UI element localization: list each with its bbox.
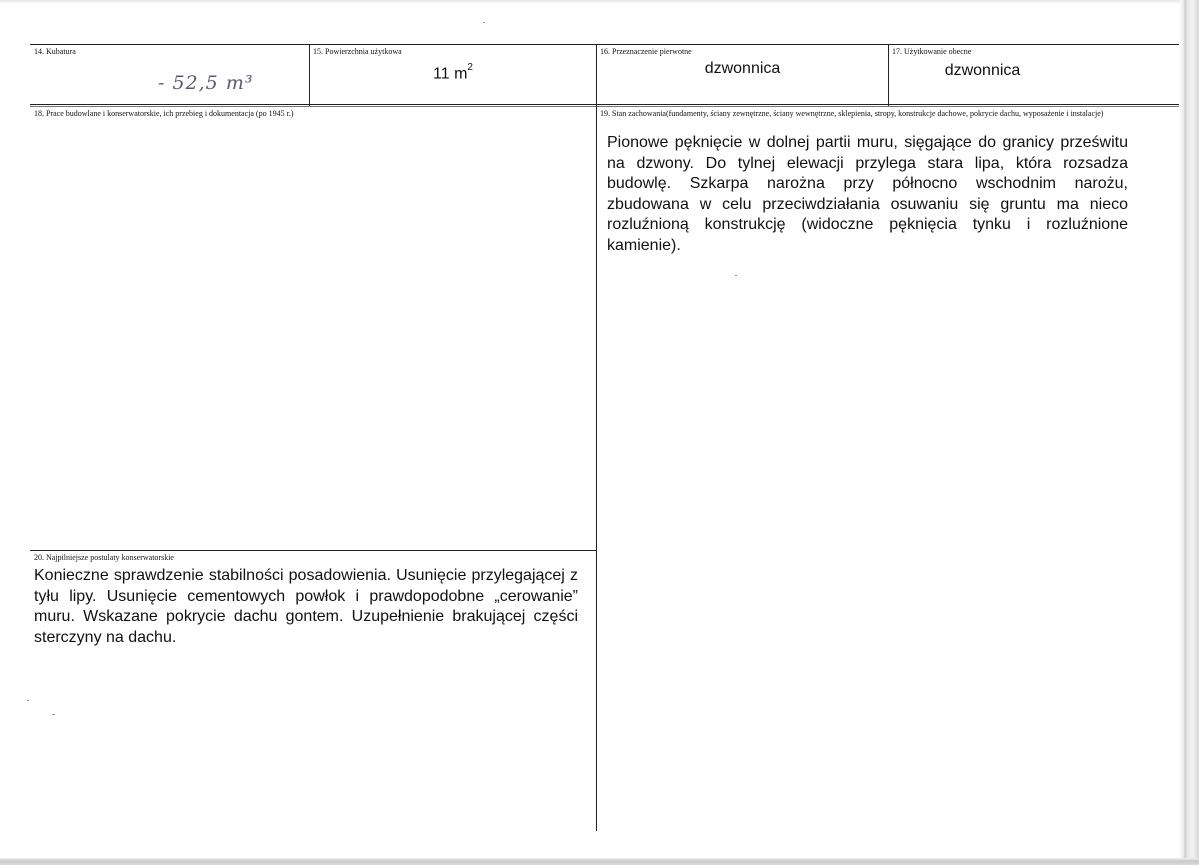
field-15-value-number: 11 m bbox=[433, 65, 468, 83]
field-17-value: dzwonnica bbox=[944, 62, 1021, 79]
field-14-handwritten-value bbox=[158, 72, 253, 94]
field-15-value-superscript: 2 bbox=[467, 62, 473, 73]
center-column-divider bbox=[596, 44, 597, 831]
scan-top-shadow bbox=[0, 0, 1180, 4]
field-15-value bbox=[310, 61, 596, 83]
top-row-upper-rule bbox=[30, 44, 1179, 45]
scan-speck bbox=[483, 22, 485, 23]
field-18-label: 18. Prace budowlane i konserwatorskie, ich przebieg i dokumentacja (po 1945 r.) bbox=[34, 109, 294, 118]
scan-speck bbox=[52, 714, 55, 715]
scan-edge-bottom bbox=[0, 858, 1199, 865]
scan-speck bbox=[735, 275, 737, 276]
field-19-label: 19. Stan zachowania(fundamenty, ściany zewnętrzne, ściany wewnętrzne, sklepienia, stropy, konstrukcje dachowe, pokrycie dachu, wyposażenie i instalacje) bbox=[600, 109, 1104, 118]
scan-edge-right bbox=[1180, 0, 1199, 865]
field-20-value: Konieczne sprawdzenie stabilności posadowienia. Usunięcie przylegającej z tyłu lipy. Usunięcie cementowych powłok i prawdopodobne „cerowanie” muru. Wskazane pokrycie dachu gontem. Uzupełnienie brakującej części sterczyny na dachu. bbox=[34, 567, 578, 646]
field-17-label: 17. Użytkowanie obecne bbox=[892, 47, 972, 56]
field-20-label: 20. Najpilniejsze postulaty konserwatorskie bbox=[34, 553, 174, 562]
field-14-dash: - bbox=[158, 72, 166, 94]
scan-speck bbox=[27, 700, 29, 701]
field-16-value: dzwonnica bbox=[704, 60, 781, 77]
field-14-value: 52,5 m³ bbox=[172, 72, 254, 94]
field-19-value: Pionowe pęknięcie w dolnej partii muru, sięgające do granicy prześwitu na dzwony. Do tylnej elewacji przylega stara lipa, która rozsadza budowlę. Szkarpa narożna przy północno wschodnim narożu, zbudowana w celu przeciwdziałania osuwaniu się gruntu ma nieco rozluźnioną konstrukcję (widoczne pęknięcia tynku i rozluźnione kamienie). bbox=[607, 134, 1128, 254]
section-20-upper-rule bbox=[30, 550, 597, 551]
field-15-label: 15. Powierzchnia użytkowa bbox=[313, 47, 402, 56]
top-row-lower-rule bbox=[30, 104, 1179, 105]
field-14-label: 14. Kubatura bbox=[34, 47, 76, 56]
field-16-label: 16. Przeznaczenie pierwotne bbox=[600, 47, 692, 56]
top-row-lower-rule-double bbox=[30, 106, 1179, 107]
